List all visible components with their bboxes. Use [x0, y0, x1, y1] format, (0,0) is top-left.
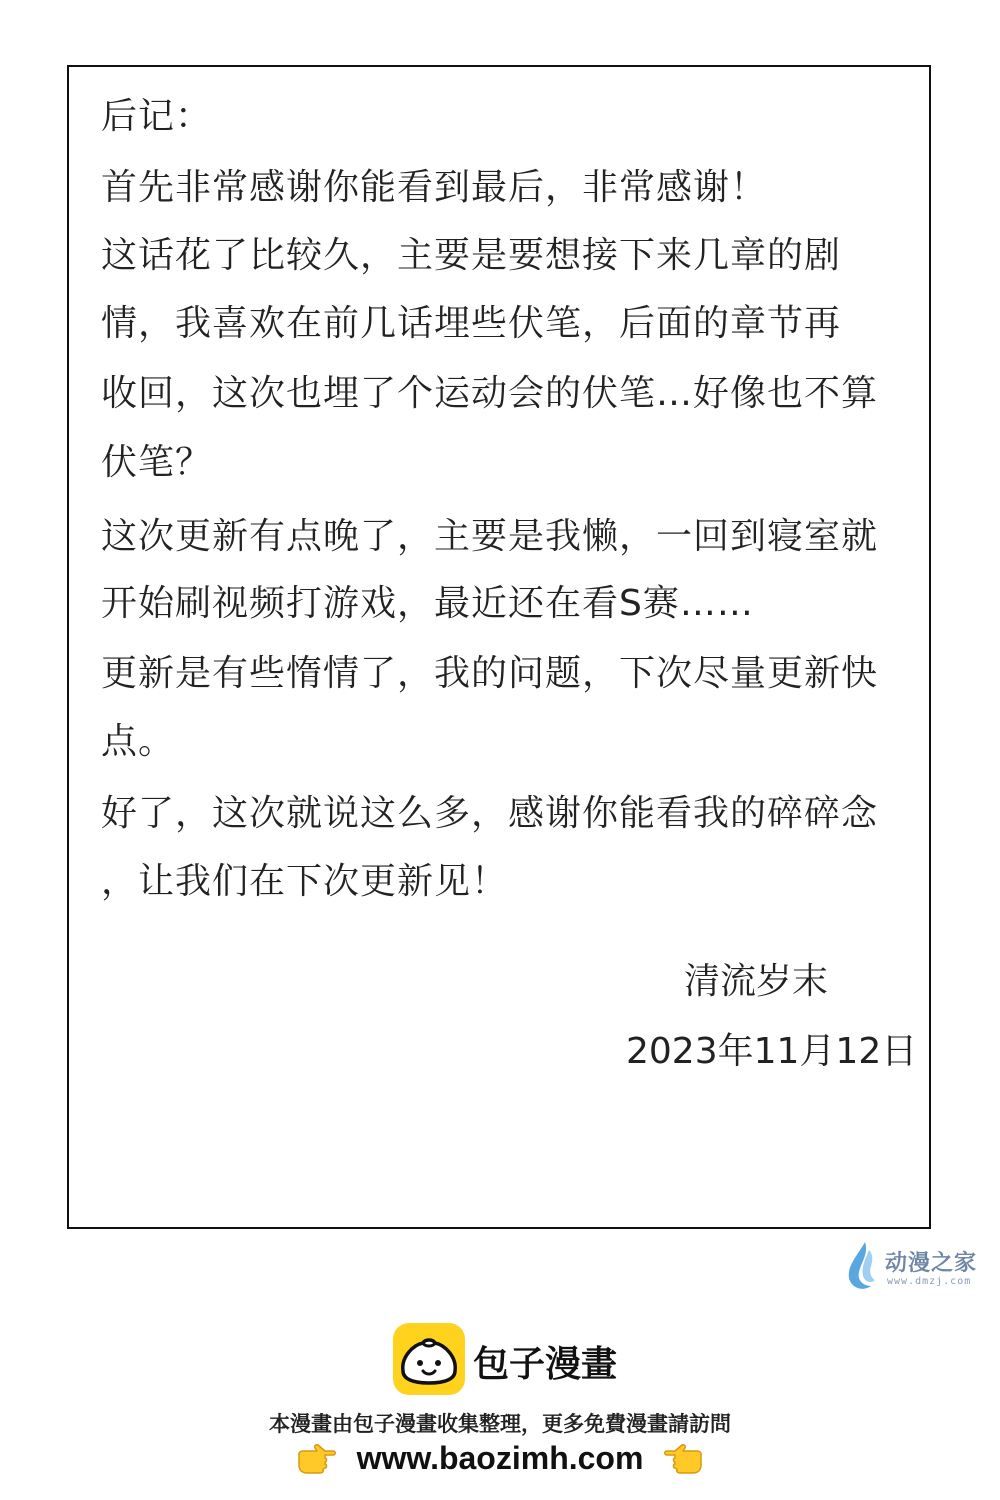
note-line: 好了，这次就说这么多，感谢你能看我的碎碎念 [101, 793, 879, 834]
water-drop-icon [843, 1240, 881, 1292]
pointing-right-hand-icon [295, 1442, 337, 1476]
note-line: 伏笔？ [101, 442, 213, 483]
note-line: ，让我们在下次更新见！ [101, 861, 509, 902]
dmzj-url: www.dmzj.com [887, 1276, 972, 1287]
baozi-brand-title: 包子漫畫 [473, 1344, 618, 1385]
signature-date: 2023年11月12日 [626, 1031, 918, 1072]
afterword-note [67, 65, 931, 1229]
author-signature: 清流岁末 [684, 961, 829, 1002]
note-line: 首先非常感谢你能看到最后，非常感谢！ [101, 167, 768, 208]
note-line: 收回，这次也埋了个运动会的伏笔…好像也不算 [101, 373, 879, 414]
note-line: 这话花了比较久，主要是要想接下来几章的剧 [101, 235, 842, 276]
baozi-bun-icon [393, 1323, 465, 1395]
note-line: 情，我喜欢在前几话埋些伏笔，后面的章节再 [101, 303, 842, 344]
note-line: 这次更新有点晚了，主要是我懒，一回到寝室就 [101, 516, 879, 557]
dmzj-name: 动漫之家 [885, 1251, 978, 1276]
note-line: 后记： [101, 96, 213, 137]
baozi-url-row [0, 1440, 1000, 1480]
note-line: 点。 [101, 721, 176, 762]
note-line: 开始刷视频打游戏，最近还在看S赛…… [101, 583, 754, 624]
note-line: 更新是有些惰情了，我的问题，下次尽量更新快 [101, 653, 879, 694]
baozi-url[interactable]: www.baozimh.com [356, 1440, 644, 1476]
pointing-left-hand-icon [663, 1442, 705, 1476]
dmzj-watermark [843, 1240, 993, 1292]
baozi-tagline: 本漫畫由包子漫畫收集整理，更多免費漫畫請訪問 [269, 1412, 731, 1436]
